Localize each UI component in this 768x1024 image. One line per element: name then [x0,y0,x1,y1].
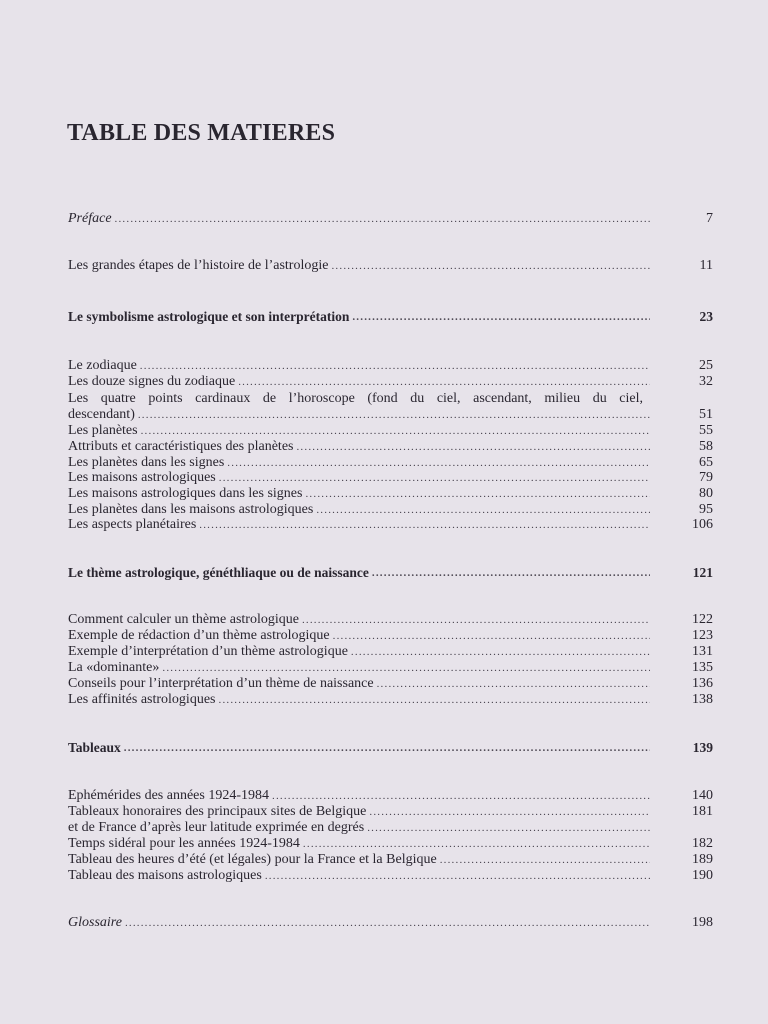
leader-dots [302,613,650,627]
toc-entry-page: 131 [692,644,713,659]
toc-entry[interactable] [68,916,713,930]
leader-dots [440,853,650,867]
toc-entry-wrapped-line[interactable]: Les quatre points cardinaux de l’horoscope (fond du ciel, ascendant, milieu du ciel, [68,391,643,406]
toc-entry-label: Conseils pour l’interprétation d’un thème de naissance [68,676,374,691]
leader-dots [219,693,651,707]
toc-entry-label: Les planètes [68,423,138,438]
toc-entry-label: Les affinités astrologiques [68,692,216,707]
leader-dots [303,837,650,851]
toc-entry-label: Ephémérides des années 1924-1984 [68,788,269,803]
toc-entry-label: et de France d’après leur latitude exprimée en degrés [68,820,365,835]
toc-entry-label: Temps sidéral pour les années 1924-1984 [68,836,300,851]
toc-entry-page: 79 [699,470,713,485]
toc-entry-label: Les douze signes du zodiaque [68,374,236,389]
toc-entry-label: Glossaire [68,915,122,930]
toc-entry-label: Tableau des maisons astrologiques [68,868,262,883]
toc-entry[interactable] [68,487,713,501]
toc-entry-label: Les aspects planétaires [68,517,197,532]
toc-entry-page: 190 [692,868,713,883]
toc-entry-page: 80 [699,486,713,501]
toc-entry[interactable] [68,456,713,470]
toc-entry[interactable] [68,693,713,707]
leader-dots [141,424,650,438]
toc-entry-label: Tableaux [68,740,121,755]
toc-entry-page: 25 [699,358,713,373]
leader-dots [377,677,650,691]
toc-entry-page: 11 [699,258,713,273]
toc-entry-label: Le zodiaque [68,358,137,373]
toc-entry[interactable] [68,629,713,643]
toc-entry[interactable] [68,789,713,803]
toc-entry-label: Le symbolisme astrologique et son interprétation [68,309,350,324]
toc-entry-label: Exemple de rédaction d’un thème astrologique [68,628,330,643]
toc-entry-page: 198 [692,915,713,930]
toc-entry[interactable] [68,677,713,691]
leader-dots [316,503,650,517]
toc-entry-page: 135 [692,660,713,675]
leader-dots [125,916,650,930]
page-title: TABLE DES MATIERES [67,120,336,146]
toc-entry[interactable] [68,359,713,373]
toc-entry[interactable] [68,471,713,485]
toc-entry-label: Les planètes dans les maisons astrologiques [68,502,314,517]
toc-entry[interactable] [68,259,713,273]
leader-dots [369,805,650,819]
toc-section-heading[interactable] [68,566,713,580]
toc-entry-page: 32 [699,374,713,389]
toc-entry[interactable] [68,424,713,438]
toc-entry-page: 140 [692,788,713,803]
toc-entry-page: 123 [692,628,713,643]
toc-entry-page: 181 [692,804,713,819]
leader-dots [333,629,650,643]
toc-entry-label: Les maisons astrologiques dans les signes [68,486,303,501]
toc-entry-page: 136 [692,676,713,691]
toc-section-heading[interactable] [68,310,713,324]
toc-entry-page: 23 [699,309,713,324]
toc-entry[interactable] [68,805,713,819]
toc-entry[interactable] [68,661,713,675]
leader-dots [115,212,650,226]
toc-entry-page: 138 [692,692,713,707]
toc-entry-page: 55 [699,423,713,438]
toc-entry[interactable] [68,518,713,532]
toc-entry[interactable] [68,375,713,389]
leader-dots [296,440,650,454]
leader-dots [265,869,650,883]
leader-dots [124,741,650,755]
leader-dots [219,471,650,485]
leader-dots [351,645,650,659]
toc-entry-label: Préface [68,211,112,226]
toc-entry[interactable] [68,440,713,454]
toc-entry-page: 58 [699,439,713,454]
toc-entry[interactable] [68,408,713,422]
toc-entry-label: Exemple d’interprétation d’un thème astrologique [68,644,348,659]
toc-entry-page: 121 [692,565,713,580]
toc-entry-page: 182 [692,836,713,851]
leader-dots [305,487,650,501]
toc-entry[interactable] [68,869,713,883]
leader-dots [352,310,650,324]
toc-entry-label: Le thème astrologique, généthliaque ou de naissance [68,565,369,580]
toc-entry-label: Tableau des heures d’été (et légales) pour la France et la Belgique [68,852,437,867]
toc-entry[interactable] [68,645,713,659]
toc-entry-label: Les maisons astrologiques [68,470,216,485]
toc-entry[interactable] [68,503,713,517]
leader-dots [199,518,650,532]
leader-dots [140,359,650,373]
toc-entry-page: 189 [692,852,713,867]
leader-dots [138,408,650,422]
toc-entry-page: 95 [699,502,713,517]
toc-entry[interactable] [68,853,713,867]
toc-entry-label: Les planètes dans les signes [68,455,225,470]
leader-dots [331,259,650,273]
leader-dots [372,566,650,580]
toc-entry-page: 65 [699,455,713,470]
toc-entry-page: 106 [692,517,713,532]
toc-entry-label: Attributs et caractéristiques des planètes [68,439,294,454]
toc-entry[interactable] [68,212,713,226]
toc-entry-label: Comment calculer un thème astrologique [68,612,299,627]
toc-entry-page: 122 [692,612,713,627]
leader-dots [162,661,650,675]
leader-dots [238,375,650,389]
toc-entry-page: 51 [699,407,713,422]
toc-entry-label: Tableaux honoraires des principaux sites de Belgique [68,804,367,819]
toc-section-heading[interactable] [68,741,713,755]
toc-entry-page: 7 [706,211,713,226]
toc-entry[interactable] [68,821,713,835]
toc-entry[interactable] [68,613,713,627]
toc-entry[interactable] [68,837,713,851]
leader-dots [227,456,650,470]
toc-entry-page: 139 [692,740,713,755]
toc-entry-label: La «dominante» [68,660,160,675]
leader-dots [272,789,650,803]
toc-entry-label: descendant) [68,407,135,422]
leader-dots [367,821,650,835]
toc-entry-label: Les grandes étapes de l’histoire de l’astrologie [68,258,329,273]
